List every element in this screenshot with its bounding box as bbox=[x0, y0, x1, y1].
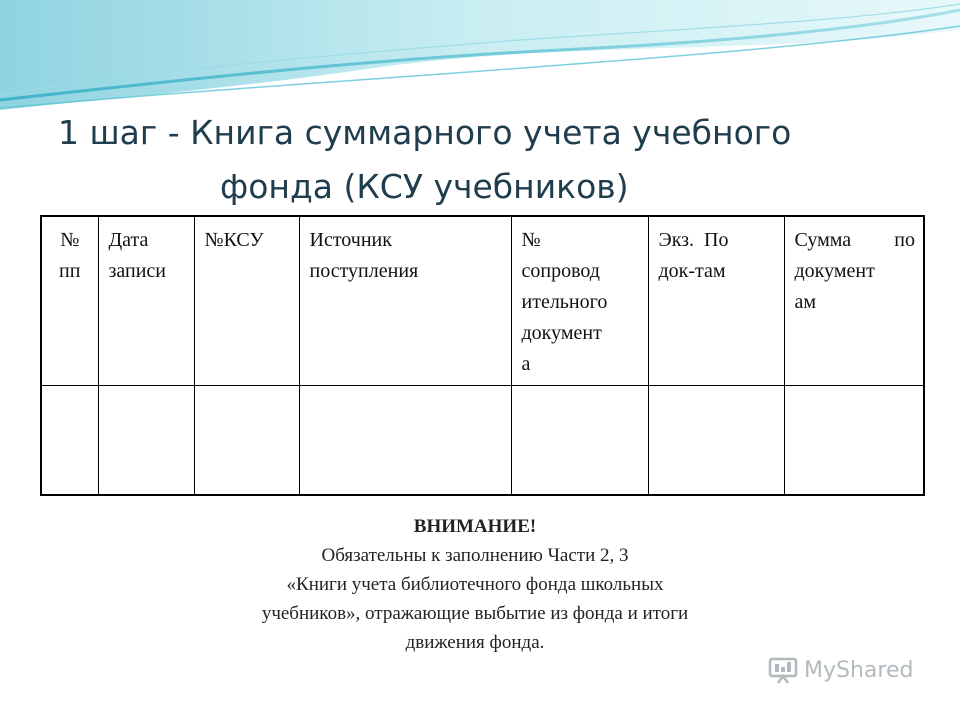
header-text: Источник bbox=[309, 229, 392, 251]
header-text: а bbox=[521, 353, 531, 375]
slide-title bbox=[58, 106, 918, 214]
table-header-row bbox=[41, 216, 924, 386]
header-text: Дата bbox=[108, 229, 149, 251]
header-cell-ksu-number bbox=[194, 216, 299, 386]
header-text: ам bbox=[794, 291, 817, 313]
header-text: № bbox=[521, 229, 541, 251]
presentation-board-icon bbox=[768, 656, 798, 684]
header-text: док-там bbox=[658, 260, 726, 282]
table-cell bbox=[41, 386, 98, 496]
table-cell bbox=[98, 386, 194, 496]
header-cell-copies bbox=[648, 216, 784, 386]
table-cell bbox=[299, 386, 511, 496]
watermark-text: MyShared bbox=[804, 657, 914, 683]
header-text: документ bbox=[521, 322, 602, 344]
slide-title-line2: фонда (КСУ учебников) bbox=[220, 167, 629, 206]
header-cell-source bbox=[299, 216, 511, 386]
header-text: сопровод bbox=[521, 260, 600, 282]
table-row bbox=[41, 386, 924, 496]
header-text: пп bbox=[59, 260, 81, 282]
table-cell bbox=[511, 386, 648, 496]
header-text: ительного bbox=[521, 291, 608, 313]
table-cell bbox=[648, 386, 784, 496]
attention-heading: ВНИМАНИЕ! bbox=[413, 516, 537, 537]
decorative-wave-header bbox=[0, 0, 960, 120]
myshared-watermark bbox=[768, 656, 913, 684]
header-text: документ bbox=[794, 260, 875, 282]
header-cell-document-number bbox=[511, 216, 648, 386]
attention-text-line: учебников», отражающие выбытие из фонда и итоги bbox=[261, 603, 689, 624]
table-cell bbox=[194, 386, 299, 496]
header-text: Сумма по bbox=[794, 229, 915, 251]
header-text: №КСУ bbox=[204, 229, 264, 251]
header-text: записи bbox=[108, 260, 166, 282]
header-text: № bbox=[60, 229, 80, 251]
attention-text-line: движения фонда. bbox=[405, 632, 545, 653]
header-text: Экз. По bbox=[658, 229, 729, 251]
header-cell-number bbox=[41, 216, 98, 386]
header-cell-date bbox=[98, 216, 194, 386]
header-cell-sum bbox=[784, 216, 924, 386]
header-text: поступления bbox=[309, 260, 419, 282]
table-cell bbox=[784, 386, 924, 496]
attention-text-line: Обязательны к заполнению Части 2, 3 bbox=[321, 545, 629, 566]
slide-title-line1: 1 шаг - Книга суммарного учета учебного bbox=[58, 113, 792, 152]
attention-note bbox=[195, 512, 755, 657]
attention-text-line: «Книги учета библиотечного фонда школьных bbox=[286, 574, 664, 595]
ksu-table bbox=[40, 215, 925, 496]
